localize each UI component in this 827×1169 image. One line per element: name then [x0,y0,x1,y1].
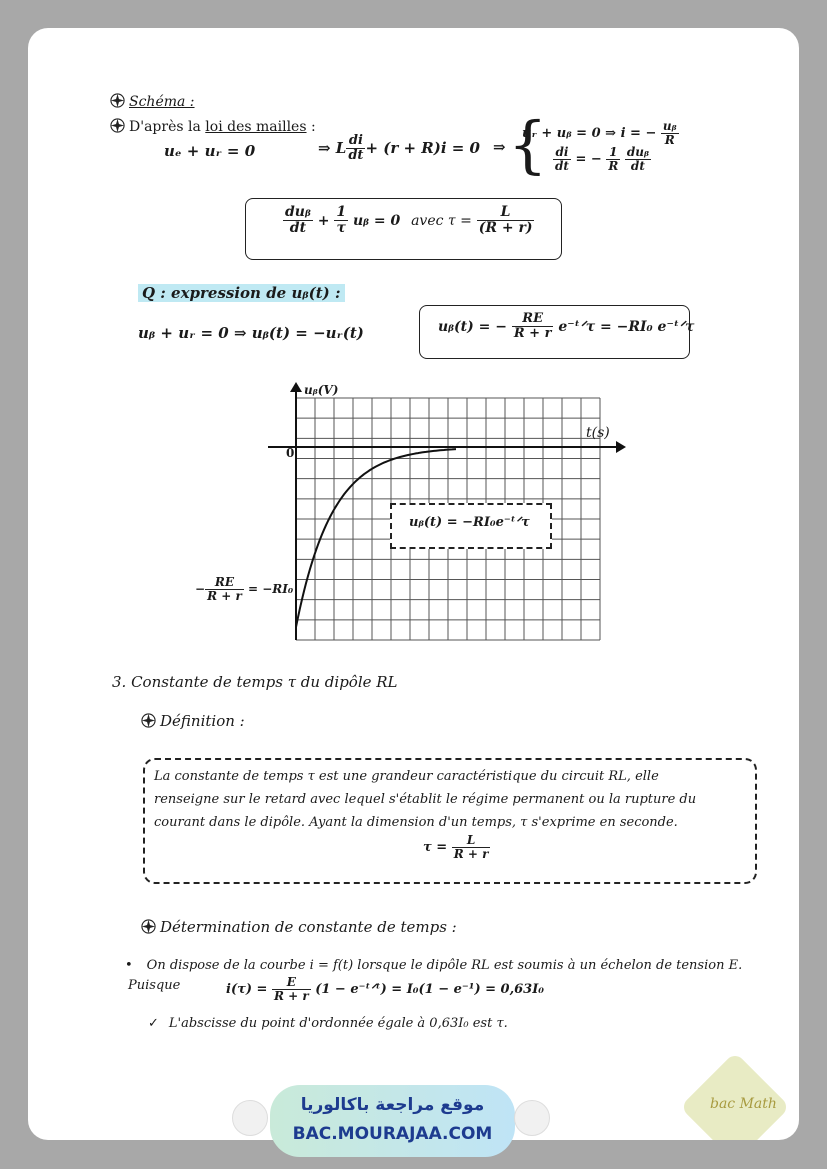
diff-t-den: (R + r) [478,220,533,237]
mailles-eq2 [318,134,480,164]
footer-left-badge-icon [232,1100,268,1136]
footer-url[interactable]: BAC.MOURAJAA.COM [292,1124,493,1144]
sys-line2-mid: = − [575,152,602,168]
curve-label: uᵦ(t) = −RI₀e⁻ᵗᐟτ [409,515,530,530]
i-den: R + r [273,989,309,1004]
sys-line2-f-den: R [608,159,619,174]
bac-math-logo-text: bac Math [710,1096,777,1112]
flower-icon [110,93,125,108]
eq2-den: dt [348,148,364,164]
determination-heading-text: Détermination de constante de temps : [160,918,457,936]
sys-line2-num: di [553,146,571,160]
puisque: Puisque [128,978,181,993]
diff-avec: avec τ = [411,212,472,229]
x-axis-arrow [616,441,626,453]
implies-arrow: ⇒ [493,138,506,156]
flower-icon [141,919,156,934]
check-icon: ✓ [148,1016,159,1031]
sys-line1-text: uᵣ + uᵦ = 0 ⇒ i = − [522,126,657,142]
result-den: R + r [513,326,552,342]
eq2-post: + (r + R)i = 0 [365,138,480,157]
intro-suffix: : [306,119,316,135]
origin-label: 0 [286,446,295,460]
sys-line2-d-num: duᵦ [626,145,649,159]
diff-tail: uᵦ = 0 [352,212,401,229]
check-line [148,1016,508,1031]
footer-right-badge-icon [514,1100,550,1136]
sys-line1-den: R [664,133,675,148]
i-tau-eq [226,976,544,1003]
sys-line2-den: dt [555,159,569,174]
intro-prefix: D'après la [129,119,206,135]
initial-value-label: − $\frac{RE}{R + r}$ = −RI₀ [195,575,294,604]
system-brace: { [508,108,548,181]
result-eq [438,312,694,342]
initial-den: R + r [207,589,242,604]
i-post: (1 − e⁻ᵗᐟᵗ) = I₀(1 − e⁻¹) = 0,63I₀ [315,982,544,998]
determination-heading [141,918,457,936]
sys-line2-f-num: 1 [606,146,620,160]
tau-eq [423,834,490,861]
diff-plus: + [317,212,330,229]
bullet-dot: • [125,958,133,973]
system-line1 [522,120,679,147]
initial-num: RE [205,576,244,590]
schema-heading-text: Schéma : [129,94,195,110]
diff-c-num: 1 [336,204,347,220]
def-line1: La constante de temps τ est une grandeur caractéristique du circuit RL, elle [154,769,659,784]
x-axis-label: t(s) [586,425,610,441]
definition-heading [141,712,245,730]
diff-t-num: L [477,205,535,221]
tau-den: R + r [453,847,489,862]
sys-line2-d-den: dt [630,159,645,174]
bullet-text: On dispose de la courbe i = f(t) lorsque le dipôle RL est soumis à un échelon de tension E. [146,958,743,973]
definition-heading-text: Définition : [160,712,245,730]
bullet-line [125,958,742,973]
diff-eq [283,205,534,237]
intro-link: loi des mailles [205,119,307,135]
initial-post: = −RI₀ [247,582,294,597]
result-num: RE [512,312,554,327]
result-post: e⁻ᵗᐟτ = −RI₀ e⁻ᵗᐟτ [558,318,695,335]
system-line2 [553,146,651,173]
diff-c-den: τ [336,220,346,237]
question-label: Q : expression de uᵦ(t) : [138,284,345,302]
tau-num: L [452,834,491,848]
tau-eq-pre: τ = [423,840,448,856]
y-axis-arrow [290,382,302,392]
i-pre: i(τ) = [226,982,268,998]
mailles-intro [110,118,316,135]
i-num: E [272,976,311,990]
schema-heading [110,93,195,110]
footer-arabic[interactable]: موقع مراجعة باكالوريا [300,1095,485,1115]
def-line3: courant dans le dipôle. Ayant la dimension d'un temps, τ s'exprime en seconde. [154,815,678,830]
mailles-eq1: uₑ + uᵣ = 0 [164,142,256,160]
document-page [28,28,799,1140]
result-pre: uᵦ(t) = − [438,318,507,335]
check-text: L'abscisse du point d'ordonnée égale à 0,63I₀ est τ. [168,1016,508,1031]
diff-d-num: duᵦ [285,204,311,220]
question-eq: uᵦ + uᵣ = 0 ⇒ uᵦ(t) = −uᵣ(t) [138,324,364,342]
flower-icon [110,118,125,133]
diff-d-den: dt [289,220,307,237]
flower-icon [141,713,156,728]
y-axis-label: uᵦ(V) [304,383,339,397]
eq2-pre: ⇒ L [318,138,347,157]
eq2-num: di [346,134,365,149]
section3-title: 3. Constante de temps τ du dipôle RL [112,673,398,691]
def-line2: renseigne sur le retard avec lequel s'établit le régime permanent ou la rupture du [154,792,697,807]
sys-line1-num: uᵦ [662,119,677,133]
